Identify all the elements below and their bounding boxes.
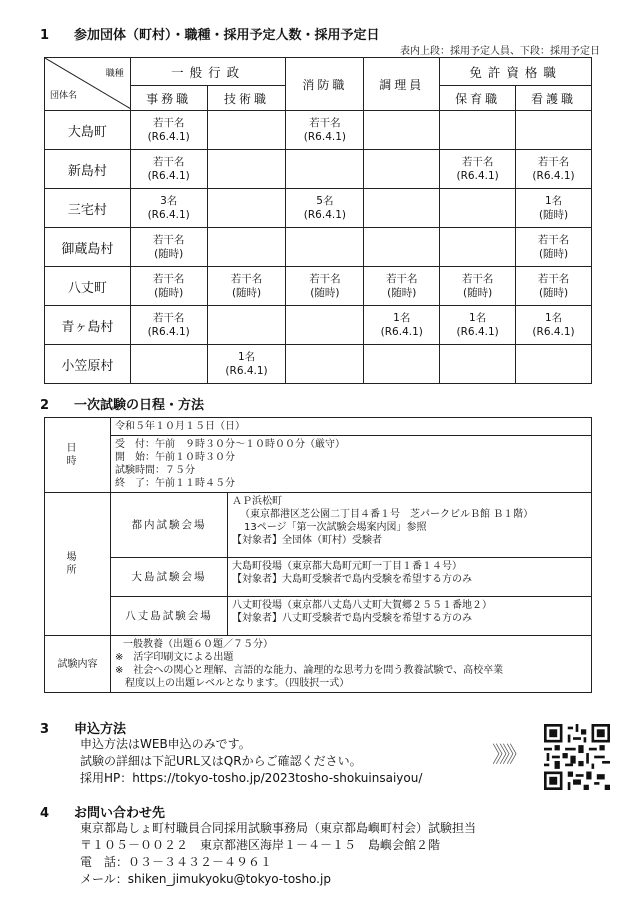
cell-kango [516,345,592,384]
contact-info [80,820,476,888]
table-row [45,345,592,384]
venue-name-hachijo: 八丈島試験会場 [111,597,228,636]
exam-date: 令和５年１０月１５日（日） [111,418,592,436]
municipality-name: 青ヶ島村 [45,306,131,345]
header-hoiku: 保育職 [440,86,516,111]
section1-title: 1 参加団体（町村）・職種・採用予定人数・採用予定日 [40,28,380,43]
cell-kango: 1名 (随時) [516,189,592,228]
cell-cook [364,345,440,384]
contact-phone: 電 話：０３－３４３２－４９６１ [80,855,273,869]
section3-title: 3 申込方法 [40,722,127,737]
cell-kango: 若干名 (随時) [516,228,592,267]
header-jimu: 事務職 [130,86,207,111]
municipality-name: 三宅村 [45,189,131,228]
table-row [45,228,592,267]
cell-hoiku [440,189,516,228]
venue-name-tokyo: 都内試験会場 [111,493,228,558]
cell-hoiku: 若干名 (R6.4.1) [440,150,516,189]
header-license: 免許資格職 [440,58,592,86]
recruitment-url[interactable]: 採用HP：https://tokyo-tosho.jp/2023tosho-shokuinsaiyou/ [80,771,423,785]
cell-fire [286,345,364,384]
table-row [45,267,592,306]
cell-hoiku [440,111,516,150]
cell-cook: 1名 (R6.4.1) [364,306,440,345]
table-row [45,306,592,345]
cell-jimu [130,345,207,384]
cell-jimu: 若干名 (R6.4.1) [130,306,207,345]
cell-cook [364,228,440,267]
recruitment-table [44,57,592,384]
place-label: 場 所 [45,493,111,636]
municipality-name: 八丈町 [45,267,131,306]
venue-detail-tokyo: ＡＰ浜松町 （東京都港区芝公園二丁目４番１号 芝パークビルＢ館 Ｂ１階） 13ページ「第一次試験会場案内図」参照 【対象者】全団体（町村）受験者 [228,493,592,558]
cell-gijutsu [207,228,286,267]
exam-schedule: 受 付：午前 ９時３０分～１０時００分（厳守） 開 始：午前１０時３０分 試験時間：７５分 終 了：午前１１時４５分 [111,436,592,493]
exam-content: 一般教養（出題６０題／７５分） ※ 活字印刷文による出題 ※ 社会への関心と理解、言語的な能力、論理的な思考力を問う教養試験で、高校卒業 程度以上の出題レベルとなります。（四肢択一式） [111,636,592,693]
cell-gijutsu [207,150,286,189]
header-gijutsu: 技術職 [207,86,286,111]
cell-kango: 若干名 (R6.4.1) [516,150,592,189]
contact-office: 東京都島しょ町村職員合同採用試験事務局（東京都島嶼町村会）試験担当 [80,821,477,835]
table-row [45,150,592,189]
cell-cook [364,111,440,150]
application-info: 申込方法はWEB申込のみです。 試験の詳細は下記URL又はQRからご確認ください。 採用HP：https://tokyo-tosho.jp/2023tosho-shokuinsaiyou/ [80,737,423,785]
header-general-admin: 一般行政 [130,58,286,86]
cell-gijutsu: 1名 (R6.4.1) [207,345,286,384]
cell-jimu: 若干名 (随時) [130,228,207,267]
cell-jimu: 3名 (R6.4.1) [130,189,207,228]
table-note: 表内上段：採用予定人員、下段：採用予定日 [400,46,600,57]
cell-jimu: 若干名 (R6.4.1) [130,111,207,150]
cell-kango: 1名 (R6.4.1) [516,306,592,345]
header-fire: 消防職 [286,58,364,111]
cell-fire: 5名 (R6.4.1) [286,189,364,228]
cell-fire [286,228,364,267]
table-row [45,189,592,228]
contact-email[interactable]: メール：shiken_jimukyoku@tokyo-tosho.jp [80,872,331,886]
recruitment-table-body [45,111,592,384]
cell-fire: 若干名 (随時) [286,267,364,306]
date-label: 日 時 [45,418,111,493]
table-row [45,111,592,150]
cell-cook [364,150,440,189]
municipality-name: 新島村 [45,150,131,189]
venue-name-oshima: 大島試験会場 [111,558,228,597]
qr-code[interactable] [544,724,610,790]
cell-fire [286,306,364,345]
venue-detail-oshima: 大島町役場（東京都大島町元町一丁目１番１４号） 【対象者】大島町受験者で島内受験を希望する方のみ [228,558,592,597]
header-kango: 看護職 [516,86,592,111]
cell-gijutsu [207,306,286,345]
cell-jimu: 若干名 (随時) [130,267,207,306]
contact-address: 〒１０５－００２２ 東京都港区海岸１－４－１５ 島嶼会館２階 [80,838,441,852]
header-cook: 調理員 [364,58,440,111]
cell-hoiku: 1名 (R6.4.1) [440,306,516,345]
header-diagonal-cell: 職種 団体名 [45,58,131,111]
cell-gijutsu [207,189,286,228]
section4-title: 4 お問い合わせ先 [40,806,166,821]
exam-schedule-table [44,417,592,693]
cell-fire [286,150,364,189]
section2-title: 2 一次試験の日程・方法 [40,398,205,413]
cell-hoiku [440,345,516,384]
cell-jimu: 若干名 (R6.4.1) [130,150,207,189]
cell-cook [364,189,440,228]
municipality-name: 御蔵島村 [45,228,131,267]
cell-cook: 若干名 (随時) [364,267,440,306]
cell-kango: 若干名 (随時) [516,267,592,306]
municipality-name: 大島町 [45,111,131,150]
cell-hoiku [440,228,516,267]
cell-fire: 若干名 (R6.4.1) [286,111,364,150]
cell-hoiku: 若干名 (随時) [440,267,516,306]
arrows-icon: 》》》 [492,743,525,768]
content-label: 試験内容 [45,636,111,693]
cell-kango [516,111,592,150]
municipality-name: 小笠原村 [45,345,131,384]
venue-detail-hachijo: 八丈町役場（東京都八丈島八丈町大賀郷２５５１番地２） 【対象者】八丈町受験者で島内受験を希望する方のみ [228,597,592,636]
cell-gijutsu [207,111,286,150]
cell-gijutsu: 若干名 (随時) [207,267,286,306]
